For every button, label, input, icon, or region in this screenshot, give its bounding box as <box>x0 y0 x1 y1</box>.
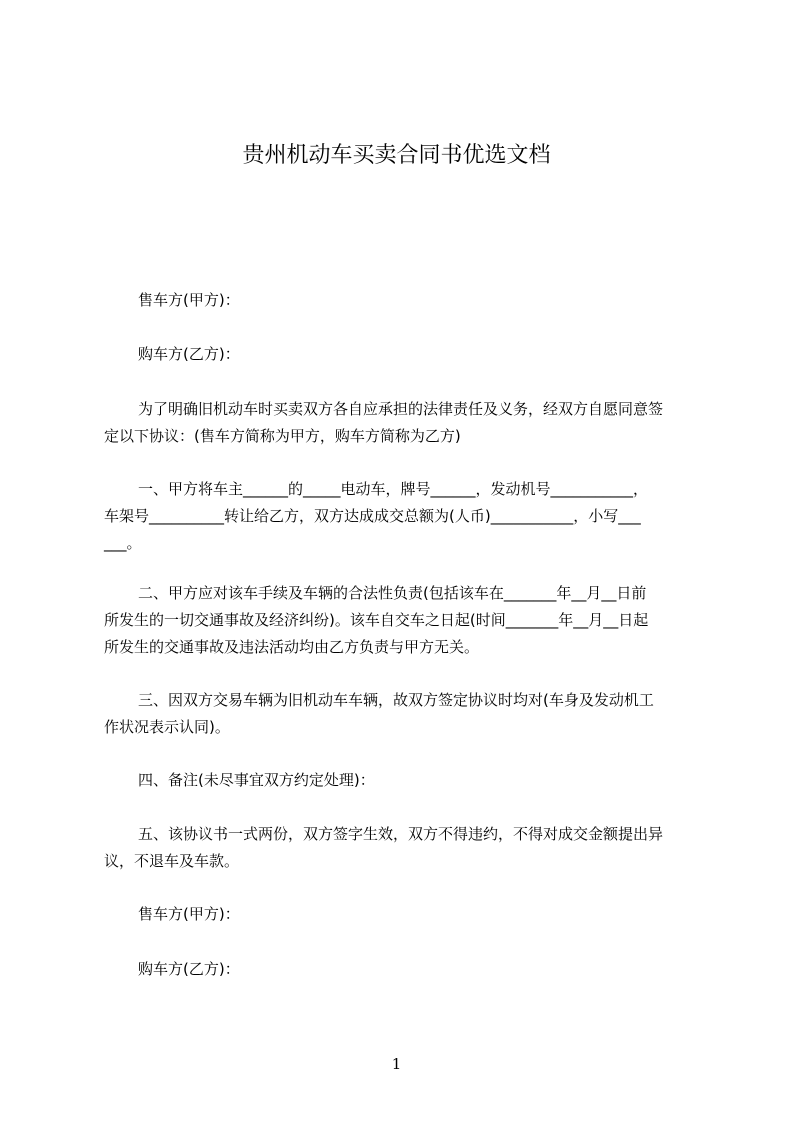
buyer-label-bottom: 购车方(乙方)： <box>138 960 240 978</box>
clause-5: 五、该协议书一式两份，双方签字生效，双方不得违约，不得对成交金额提出异 议，不退车及车款。 <box>104 825 664 870</box>
seller-label-top: 售车方(甲方)： <box>138 291 240 309</box>
clause-1: 一、甲方将车主______的_____电动车，牌号______，发动机号___________， 车架号__________转让给乙方，双方达成成交总额为(人币)___________，小写___ ___。 <box>104 480 649 552</box>
clause-4: 四、备注(未尽事宜双方约定处理)： <box>138 771 375 789</box>
clause-2: 二、甲方应对该车手续及车辆的合法性负责(包括该车在_______年__月__日前 所发生的一切交通事故及经济纠纷)。该车自交车之日起(时间_______年__月__日起 所发生的交通事故及违法活动均由乙方负责与甲方无关。 <box>104 584 649 656</box>
clause-3: 三、因双方交易车辆为旧机动车车辆，故双方签定协议时均对(车身及发动机工 作状况表示认同)。 <box>104 691 654 736</box>
page-number: 1 <box>391 1055 402 1073</box>
intro-paragraph: 为了明确旧机动车时买卖双方各自应承担的法律责任及义务，经双方自愿同意签 定以下协议：(售车方简称为甲方，购车方简称为乙方) <box>104 400 664 445</box>
document-title: 贵州机动车买卖合同书优选文档 <box>242 143 551 168</box>
buyer-label-top: 购车方(乙方)： <box>138 345 240 363</box>
seller-label-bottom: 售车方(甲方)： <box>138 905 240 923</box>
